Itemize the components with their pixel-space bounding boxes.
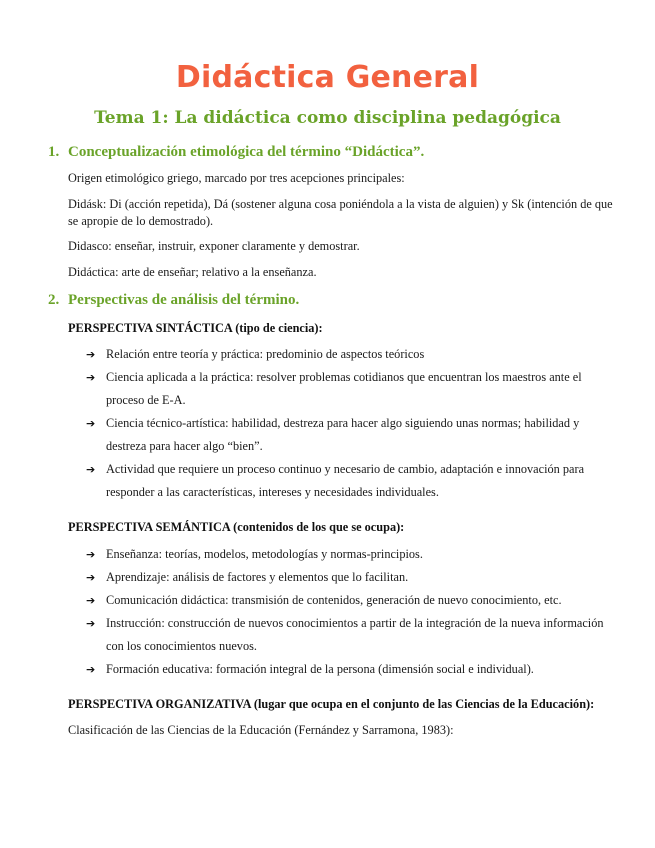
list-item — [86, 566, 606, 589]
list-item-text: Enseñanza: teorías, modelos, metodologías y normas-principios. — [106, 547, 423, 561]
list-item-text: Aprendizaje: análisis de factores y elementos que lo facilitan. — [106, 570, 409, 584]
list-item — [86, 589, 606, 612]
list-item — [86, 612, 606, 658]
right-arrow-icon: ➔ — [86, 371, 96, 384]
list-item-text: Instrucción: construcción de nuevos conocimientos a partir de la integración de la nueva información con los conocimientos nuevos. — [106, 616, 604, 653]
right-arrow-icon: ➔ — [86, 548, 96, 561]
list-item-text: Formación educativa: formación integral de la persona (dimensión social e individual). — [106, 662, 534, 676]
section-1-paragraph: Didásk: Di (acción repetida), Dá (sostener alguna cosa poniéndola a la vista de alguien) y Sk (intención de que se apropie de lo demostrado). — [68, 197, 613, 228]
right-arrow-icon: ➔ — [86, 348, 96, 361]
list-item-text: Actividad que requiere un proceso continuo y necesario de cambio, adaptación e innovación para responder a las características, intereses y necesidades individuales. — [106, 462, 585, 499]
section-1-number: 1. — [48, 144, 60, 160]
organizativa-paragraph: Clasificación de las Ciencias de la Educación (Fernández y Sarramona, 1983): — [68, 723, 454, 737]
list-item — [86, 658, 606, 681]
list-item — [86, 343, 606, 366]
right-arrow-icon: ➔ — [86, 417, 96, 430]
list-item-text: Ciencia aplicada a la práctica: resolver problemas cotidianos que encuentran los maestros ante el proceso de E-A. — [106, 370, 582, 407]
section-2-number: 2. — [48, 292, 60, 308]
document-title: Didáctica General — [175, 60, 480, 95]
list-item-text: Ciencia técnico-artística: habilidad, destreza para hacer algo siguiendo unas normas; habilidad y destreza para hacer algo “bien”. — [106, 416, 580, 453]
list-item-text: Relación entre teoría y práctica: predominio de aspectos teóricos — [106, 347, 425, 361]
section-1-paragraph: Didasco: enseñar, instruir, exponer claramente y demostrar. — [68, 239, 360, 253]
perspective-sintactica-heading: PERSPECTIVA SINTÁCTICA (tipo de ciencia): — [68, 321, 323, 335]
right-arrow-icon: ➔ — [86, 617, 96, 630]
perspective-organizativa-heading: PERSPECTIVA ORGANIZATIVA (lugar que ocupa en el conjunto de las Ciencias de la Educación): — [68, 697, 595, 711]
list-item — [86, 543, 606, 566]
document-subtitle: Tema 1: La didáctica como disciplina pedagógica — [94, 108, 561, 128]
section-1-paragraph: Didáctica: arte de enseñar; relativo a la enseñanza. — [68, 265, 317, 279]
right-arrow-icon: ➔ — [86, 571, 96, 584]
right-arrow-icon: ➔ — [86, 463, 96, 476]
perspective-semantica-heading: PERSPECTIVA SEMÁNTICA (contenidos de los que se ocupa): — [68, 520, 405, 534]
right-arrow-icon: ➔ — [86, 663, 96, 676]
section-2-heading-text: Perspectivas de análisis del término. — [68, 292, 300, 308]
section-1-paragraph: Origen etimológico griego, marcado por tres acepciones principales: — [68, 171, 405, 185]
section-1-heading-text: Conceptualización etimológica del término “Didáctica”. — [68, 144, 425, 160]
section-1-heading — [48, 142, 424, 162]
right-arrow-icon: ➔ — [86, 594, 96, 607]
list-item-text: Comunicación didáctica: transmisión de contenidos, generación de nuevo conocimiento, etc. — [106, 593, 562, 607]
sintactica-list — [86, 343, 606, 504]
section-2-heading — [48, 290, 299, 310]
semantica-list — [86, 543, 606, 681]
list-item — [86, 366, 606, 412]
list-item — [86, 458, 606, 504]
list-item — [86, 412, 606, 458]
